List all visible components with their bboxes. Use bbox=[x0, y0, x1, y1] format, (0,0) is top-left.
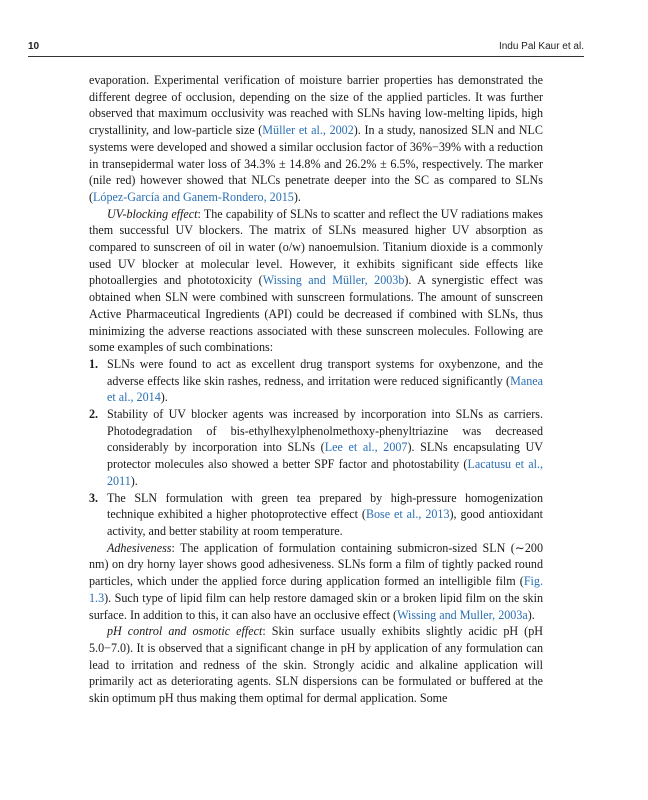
citation-link[interactable]: Bose et al., 2013 bbox=[365, 507, 450, 522]
list-item: 1. SLNs were found to act as excellent drug transport systems for oxybenzone, and the adverse effects like skin rashes, redness, and irritation were reduced significantly (Manea et al., 2014). bbox=[89, 356, 543, 405]
paragraph-ph-control: pH control and osmotic effect: Skin surface usually exhibits slightly acidic pH (pH 5.0−7.0). It is observed that a significant change in pH by application of any formulation can lead to irritation and redness of the skin. Strongly acidic and alkaline application will primarily act as deteriorating agents. SLN dispersions can be formulated or buffered at the skin optimum pH thus making them optimal for dermal application. Some bbox=[89, 624, 543, 706]
paragraph-uv-blocking: UV-blocking effect: The capability of SLNs to scatter and reflect the UV radiations makes them successful UV blockers. The matrix of SLNs measured higher UV absorption as compared to sunscreen of oil in water (o/w) nanoemulsion. Titanium dioxide is a commonly used UV blocker at molecular level. However, it exhibits significant side effects like photoallergies and phototoxicity (Wissing and Müller, 2003b). A synergistic effect was obtained when SLN were combined with sunscreen formulations. The amount of sunscreen Active Pharmaceutical Ingredients (API) could be decreased if combined with SLNs, thus minimizing the adverse reactions associated with these sunscreen molecules. Following are some examples of such combinations: bbox=[89, 206, 544, 355]
citation-link[interactable]: Wissing and Muller, 2003a bbox=[397, 607, 528, 622]
list-number: 1. bbox=[89, 356, 99, 371]
paragraph-occlusion: evaporation. Experimental verification of moisture barrier properties has demonstrated the different degree of occlusion, depending on the size of the applied particles. It was further observed that maximum occlusivity was reached with SLNs having low-melting lipids, high crystallinity, and low-particle size (Müller et al., 2002). In a study, nanosized SLN and NLC systems were developed and showed a similar occlusion factor of 36%−39% with a reduction in transepidermal water loss of 34.3% ± 14.8% and 26.2% ± 6.5%, respectively. The marker (nile red) however showed that NLCs penetrate deeper into the SC as compared to SLNs (López-García and Ganem-Rondero, 2015). bbox=[89, 73, 543, 204]
list-item: 2. Stability of UV blocker agents was increased by incorporation into SLNs as carriers. Photodegradation of bis-ethylhexylphenolmethoxy-phenyltriazine was decreased considerably by incorporation into SLNs (Lee et al., 2007). SLNs encapsulating UV protector molecules also showed a better SPF factor and photostability (Lacatusu et al., 2011). bbox=[89, 407, 544, 488]
section-run-in-heading: UV-blocking effect bbox=[107, 206, 198, 221]
paragraph-adhesiveness: Adhesiveness: The application of formulation containing submicron-sized SLN (∼200 nm) on dry horny layer shows good adhesiveness. SLNs form a film of tightly packed round particles, which under the applied force during application formed an intelligible film (Fig. 1.3). Such type of lipid film can help restore damaged skin or a broken lipid film on the skin surface. In addition to this, it can also have an occlusive effect (Wissing and Muller, 2003a). bbox=[89, 540, 543, 622]
citation-link[interactable]: Müller et al., 2002 bbox=[262, 123, 354, 138]
citation-link[interactable]: López-García and Ganem-Rondero, 2015 bbox=[93, 189, 294, 204]
body-text bbox=[89, 72, 543, 707]
list-item: 3. The SLN formulation with green tea prepared by high-pressure homogenization technique exhibited a higher photoprotective effect (Bose et al., 2013), good antioxidant activity, and better stability at room temperature. bbox=[89, 490, 543, 538]
running-header bbox=[28, 38, 584, 57]
section-run-in-heading: pH control and osmotic effect bbox=[107, 624, 263, 639]
numbered-list bbox=[89, 356, 543, 540]
page-number: 10 bbox=[28, 41, 40, 52]
citation-link[interactable]: Wissing and Müller, 2003b bbox=[262, 273, 405, 288]
list-number: 3. bbox=[89, 490, 99, 505]
figure-link[interactable]: Fig. 1.3 bbox=[89, 574, 543, 605]
section-run-in-heading: Adhesiveness bbox=[107, 540, 172, 555]
citation-link[interactable]: Manea et al., 2014 bbox=[107, 373, 543, 405]
running-head: Indu Pal Kaur et al. bbox=[498, 41, 584, 52]
citation-link[interactable]: Lee et al., 2007 bbox=[324, 440, 408, 455]
list-number: 2. bbox=[89, 407, 99, 422]
citation-link[interactable]: Lacatusu et al., 2011 bbox=[107, 457, 543, 488]
